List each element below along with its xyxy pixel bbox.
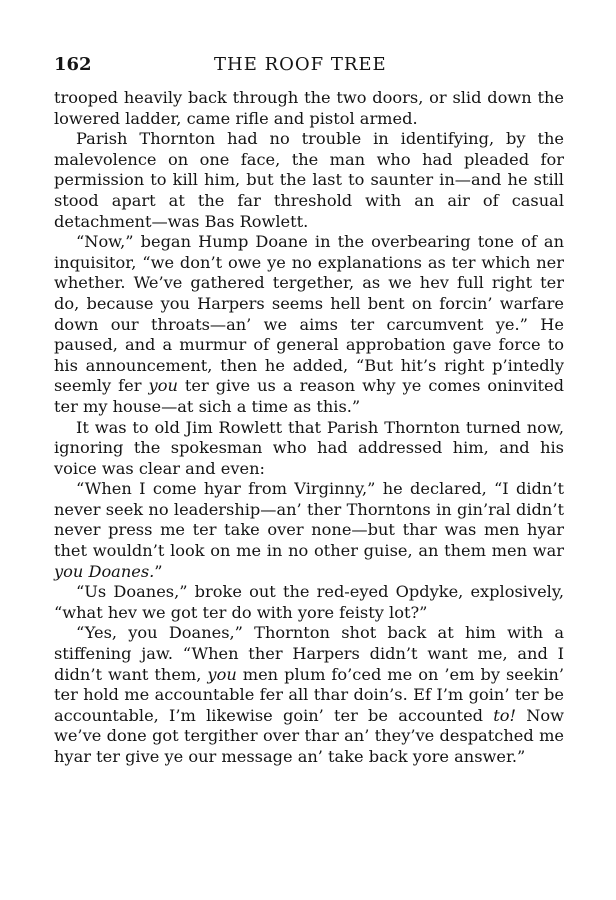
- paragraph: [54, 479, 564, 582]
- paragraph-text: “Us Doanes,” broke out the red-eyed Opdyke, explosively, “what hev we got ter do with yore feisty lot?”: [54, 582, 564, 622]
- book-page: [54, 50, 564, 768]
- paragraph-text: It was to old Jim Rowlett that Parish Thornton turned now, ignoring the spokesman who had addressed him, and his voice was clear and even:: [54, 417, 564, 478]
- paragraph-text: “Now,” began Hump Doane in the overbearing tone of an inquisitor, “we don’t owe ye no explanations as ter which ner whether. We’ve gathered tergether, as we hev full right ter do, because you Harpers seems hell bent on forcin’ warfare down our throats—an’ we aims ter carcumvent ye.” He paused, and a murmur of general approbation gave force to his announcement, then he added, “But hit’s right p’intedly seemly fer: [54, 232, 564, 396]
- paragraph-text: Now we’ve done got tergither over thar an’ they’ve despatched me hyar ter give ye our message an’ take back yore answer.”: [54, 705, 564, 766]
- italic-text: you Doanes.: [54, 561, 155, 581]
- paragraph-text: Parish Thornton had no trouble in identifying, by the malevolence on one face, the man who had pleaded for permission to kill him, but the last to saunter in—and he still stood apart at the far threshold with an air of casual detachment—was Bas Rowlett.: [54, 129, 564, 231]
- page-header: [54, 50, 564, 80]
- italic-text: you: [148, 376, 178, 396]
- paragraph-text: ”: [154, 561, 163, 581]
- paragraph: [54, 88, 564, 129]
- paragraph-text: ter give us a reason why ye comes oninvited ter my house—at sich a time as this.”: [54, 376, 564, 416]
- paragraph: [54, 232, 564, 417]
- paragraph: [54, 623, 564, 767]
- body-text: [54, 88, 564, 768]
- paragraph-text: “Yes, you Doanes,” Thornton shot back at him with a stiffening jaw. “When ther Harpers didn’t want me, and I didn’t want them,: [54, 623, 564, 684]
- page-number: 162: [54, 54, 92, 75]
- italic-text: you: [207, 664, 237, 684]
- paragraph-text: trooped heavily back through the two doors, or slid down the lowered ladder, came rifle and pistol armed.: [54, 88, 564, 128]
- paragraph-text: “When I come hyar from Virginny,” he declared, “I didn’t never seek no leadership—an’ ther Thorntons in gin’ral didn’t never press me ter take over none—but thar was men hyar thet wouldn’t look on me in no other guise, an them men war: [54, 479, 564, 561]
- running-head-title: THE ROOF TREE: [214, 54, 387, 75]
- paragraph: [54, 418, 564, 480]
- paragraph-text: men plum fo’ced me on ’em by seekin’ ter hold me accountable fer all thar doin’s. Ef I’m goin’ ter be accountable, I’m likewise goin’ ter be accounted: [54, 664, 564, 725]
- paragraph: [54, 129, 564, 232]
- paragraph: [54, 582, 564, 623]
- italic-text: to!: [493, 705, 517, 725]
